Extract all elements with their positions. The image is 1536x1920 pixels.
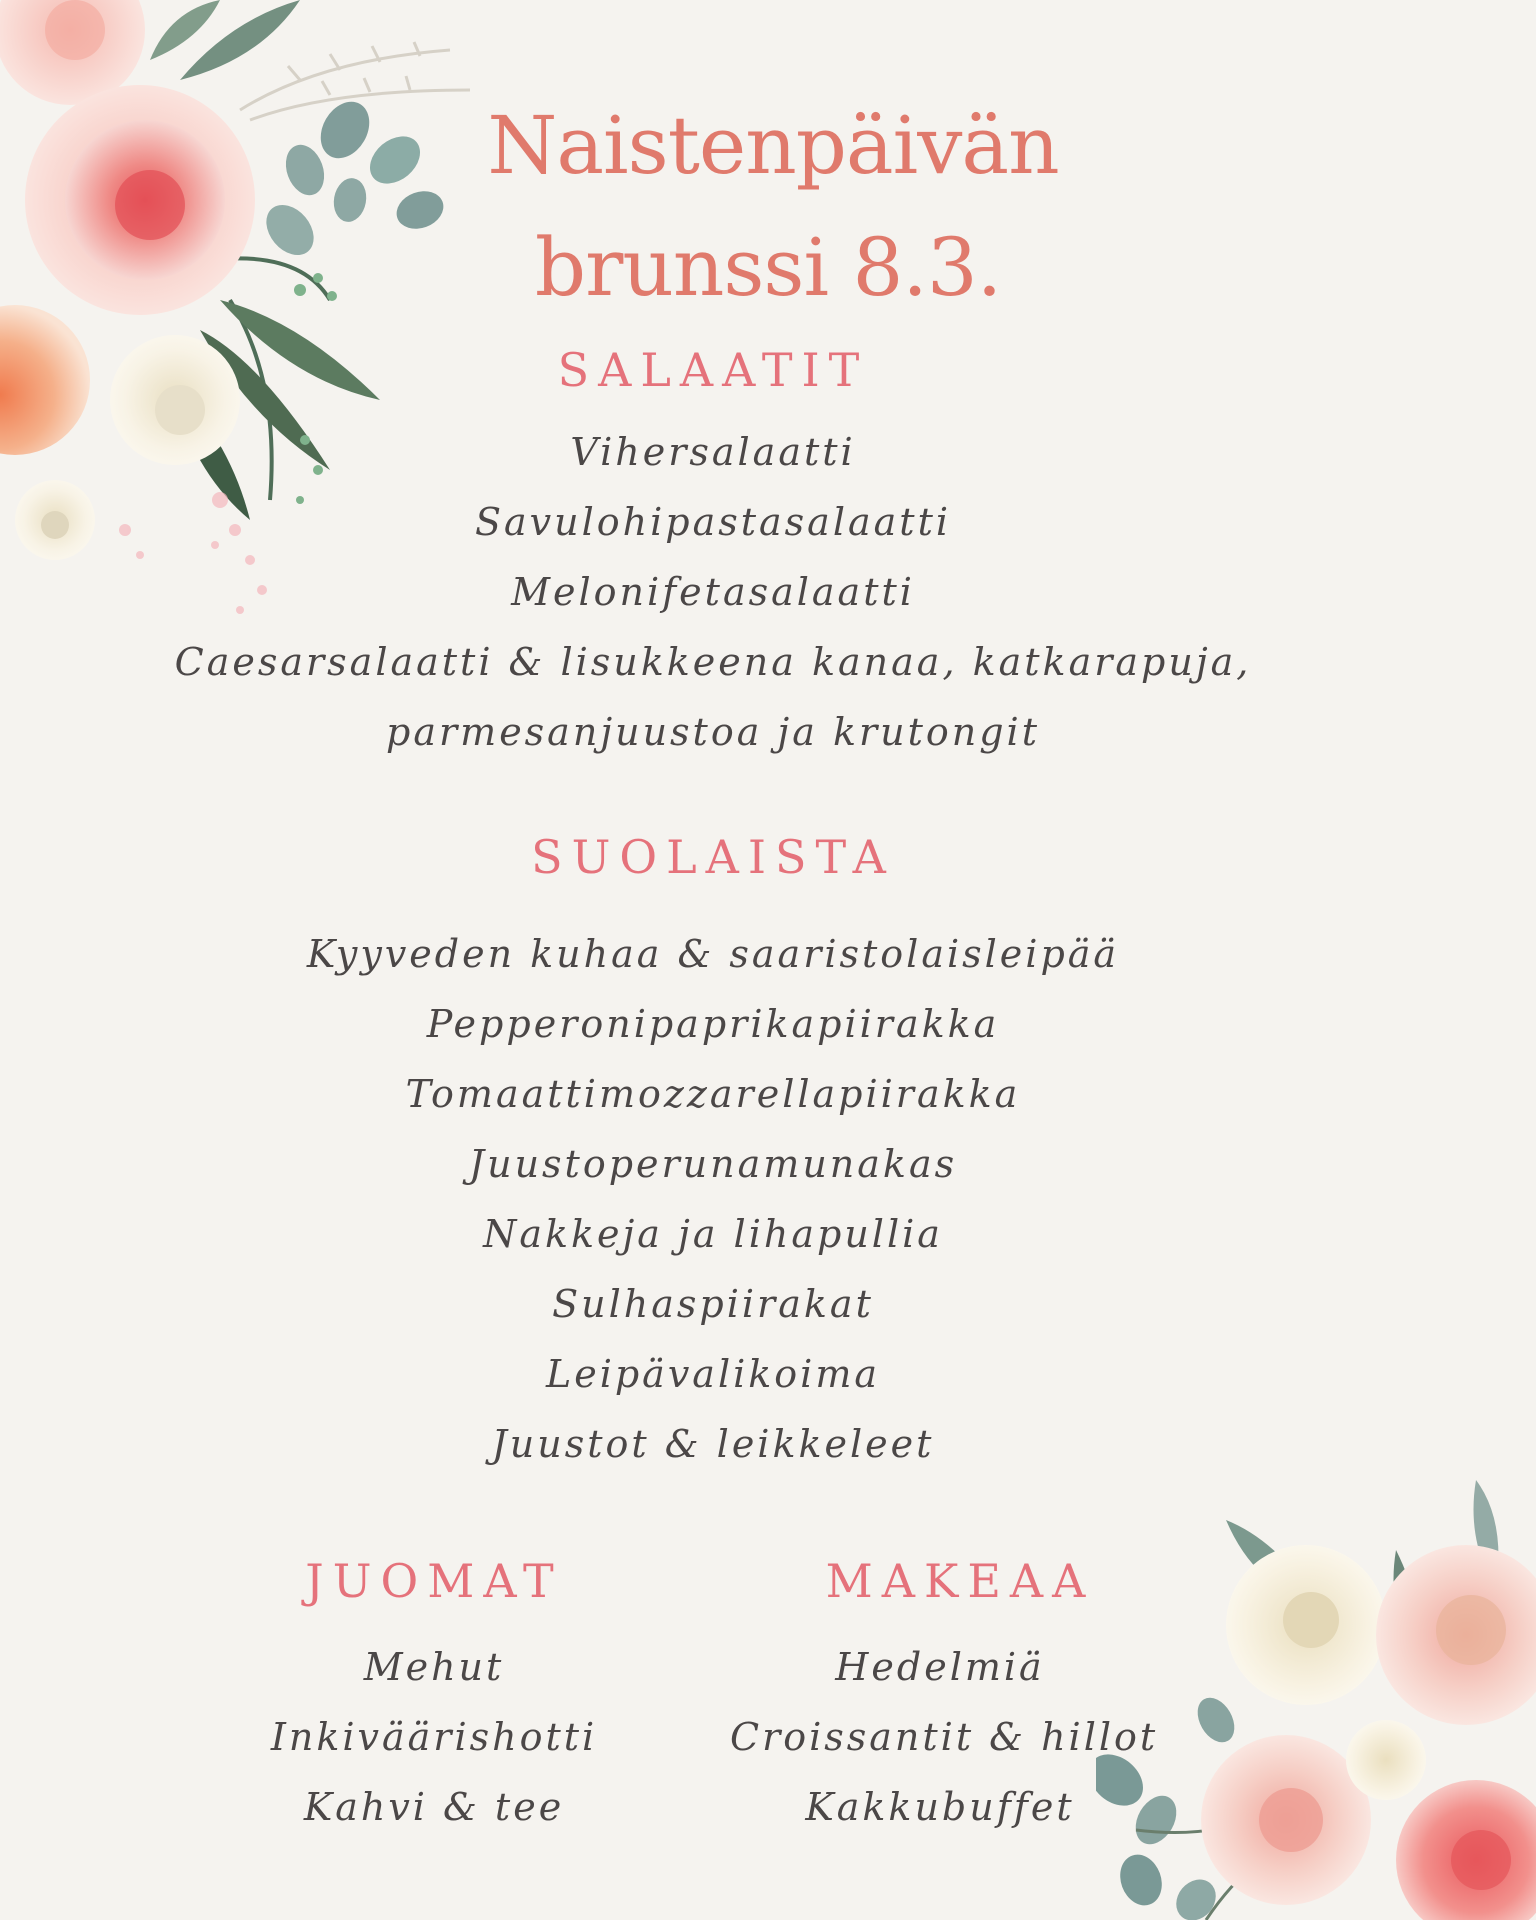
menu-item: Savulohipastasalaatti <box>474 500 951 544</box>
section-heading-juomat: JUOMAT <box>305 1554 563 1608</box>
menu-item: Juustoperunamunakas <box>468 1142 958 1186</box>
menu-item: Vihersalaatti <box>570 430 856 474</box>
menu-item: Caesarsalaatti & lisukkeena kanaa, katkarapuja, <box>174 640 1252 684</box>
page-title-line-2: brunssi 8.3. <box>534 221 1002 314</box>
floral-bouquet-bottom-right <box>1096 1460 1536 1920</box>
menu-item: parmesanjuustoa ja krutongit <box>386 710 1040 754</box>
section-heading-suolaista: SUOLAISTA <box>531 830 895 884</box>
menu-item: Melonifetasalaatti <box>511 570 915 614</box>
menu-item: Tomaattimozzarellapiirakka <box>405 1072 1021 1116</box>
menu-item: Mehut <box>363 1645 505 1689</box>
menu-item: Kahvi & tee <box>303 1785 565 1829</box>
menu-item: Inkiväärishotti <box>270 1715 598 1759</box>
menu-item: Juustot & leikkeleet <box>491 1422 935 1466</box>
section-heading-makeaa: MAKEAA <box>825 1554 1095 1608</box>
page-title-line-1: Naistenpäivän <box>487 99 1059 192</box>
section-heading-salaatit: SALAATIT <box>557 343 869 397</box>
menu-item: Kakkubuffet <box>805 1785 1075 1829</box>
menu-item: Pepperonipaprikapiirakka <box>426 1002 1000 1046</box>
menu-item: Croissantit & hillot <box>730 1715 1159 1759</box>
menu-item: Leipävalikoima <box>545 1352 881 1396</box>
menu-item: Kyyveden kuhaa & saaristolaisleipää <box>306 932 1120 976</box>
menu-item: Nakkeja ja lihapullia <box>483 1212 943 1256</box>
menu-item: Hedelmiä <box>835 1645 1045 1689</box>
floral-bouquet-top-left <box>0 0 520 640</box>
menu-item: Sulhaspiirakat <box>552 1282 874 1326</box>
